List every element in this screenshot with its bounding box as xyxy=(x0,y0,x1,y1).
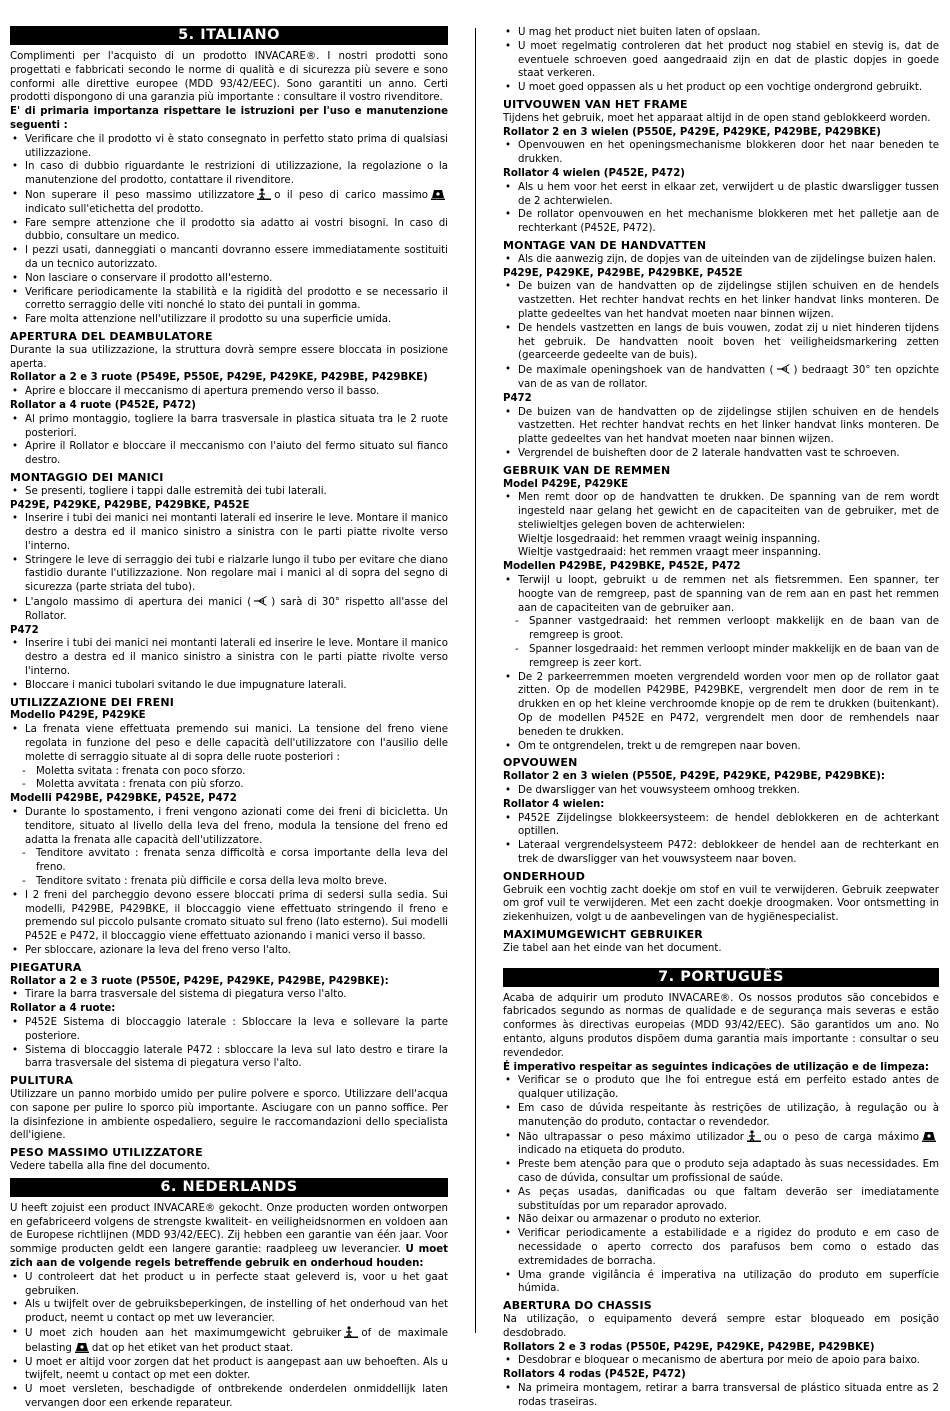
portugues-intro: Acaba de adquirir um produto INVACARE®. Os nossos produtos são concebidos e fabricados segundo as normas de qualidade e de segurança mais severas e estão conformes às directivas europeias (MDD 93/42/EEC). São garantidos um ano. No entanto, alguns produtos dispõem duma garantia mais importante : consultar o seu revendedor. xyxy=(503,992,939,1059)
list-item: • P452E Zijdelingse blokkeersysteem: de hendel deblokkeren en de achterkant optillen. xyxy=(503,812,939,840)
handle-angle-icon xyxy=(253,595,269,607)
list-item: • Verificar periodicamente a estabilidade e a rigidez do produto e em caso de necessidade o aperto correcto dos parafusos bem como o estado das extremidades de borracha. xyxy=(503,1227,939,1268)
list-item: • Openvouwen en het openingsmechanisme blokkeren door het naar beneden te drukken. xyxy=(503,139,939,167)
heading-opvouwen: OPVOUWEN xyxy=(503,756,578,770)
heading-remmen: GEBRUIK VAN DE REMMEN xyxy=(503,463,671,477)
paragraph: Gebruik een vochtig zacht doekje om stof en vuil te verwijderen. Gebruik zeepwater om grof vuil te verwijderen. Met een zacht doekje droogmaken. Voor ontsmetting in ziekenhuizen, volgt u de aanbevelingen van de hygiënespecialist. xyxy=(503,884,939,924)
subheading: Modello P429E, P429KE xyxy=(10,710,146,722)
subheading: Modellen P429BE, P429BKE, P452E, P472 xyxy=(503,561,741,573)
subheading: Rollator 2 en 3 wielen (P550E, P429E, P429KE, P429BE, P429BKE): xyxy=(503,771,885,783)
list-item: • Fare sempre attenzione che il prodotto sia adatto ai vostri bisogni. In caso di dubbio, consultare un medico. xyxy=(10,217,448,245)
italiano-rules-list xyxy=(10,133,448,327)
list-item: • U moet er altijd voor zorgen dat het product is aangepast aan uw behoeften. Als u twijfelt, neemt u contact op met een dokter. xyxy=(10,1356,448,1384)
list-item: - Spanner vastgedraaid: het remmen verloopt makkelijk en de baan van de remgreep is groot. xyxy=(503,615,939,643)
list-item: • Desdobrar e bloquear o mecanismo de abertura por meio de apoio para baixo. xyxy=(503,1354,939,1368)
subheading: Rollator a 2 e 3 ruote (P550E, P429E, P429KE, P429BE, P429BKE): xyxy=(10,975,389,987)
section-title-italiano: 5. ITALIANO xyxy=(10,26,448,45)
list-item: • Non superare il peso massimo utilizzatore o il peso di carico massimoindicato sull'etichetta del prodotto. xyxy=(10,188,448,217)
list-item: • U controleert dat het product u in perfecte staat geleverd is, voor u het gaat gebruiken. xyxy=(10,1271,448,1299)
subheading: P429E, P429KE, P429BE, P429BKE, P452E xyxy=(503,267,743,279)
list-item: • De hendels vastzetten en langs de buis vouwen, zodat zij u niet hinderen tijdens het gebruik. De handvatten nooit boven het veiligheidsmarkering zetten (gearceerde gedeelte van de buis). xyxy=(503,322,939,363)
left-column xyxy=(10,26,448,1411)
section-title-nederlands: 6. NEDERLANDS xyxy=(10,1178,448,1197)
nederlands-intro: U heeft zojuist een product INVACARE® gekocht. Onze producten worden ontworpen en gefabriceerd volgens de strengste kwaliteit- en veiligheidsnormen en voldoen aan de Europese richtlijnen (MDD 93/42/EEC). Zij hebben een garantie van één jaar. Voor sommige producten geldt een langere garantie: raadpleeg uw leverancier. U moet zich aan de volgende regels betreffende gebruik en onderhoud houden: xyxy=(10,1202,448,1269)
list-item: • Per sbloccare, azionare la leva del freno verso l'alto. xyxy=(10,944,448,958)
list-item: • U moet versleten, beschadigde of ontbrekende onderdelen onmiddellijk laten vervangen door een erkende reparateur. xyxy=(10,1383,448,1411)
handle-angle-icon xyxy=(776,363,792,375)
list-item: • Não deixar ou armazenar o produto no exterior. xyxy=(503,1213,939,1227)
column-divider xyxy=(475,28,476,1333)
list-item: • Men remt door op de handvatten te drukken. De spanning van de rem wordt ingesteld naar gelang het gewicht en de capaciteiten van de gebruiker, met de steliwieltjes gelegen boven de achterwielen: xyxy=(503,491,939,532)
load-weight-icon xyxy=(74,1341,90,1353)
paragraph: Utilizzare un panno morbido umido per pulire polvere e sporco. Utilizzare dell'acqua con sapone per pulire lo sporco più importante. Asciugare con un panno soffice. Per la disinfezione in ambiente ospedaliero, seguire le raccomandazioni dello specialista dell'igiene. xyxy=(10,1088,448,1142)
heading-piegatura: PIEGATURA xyxy=(10,960,82,974)
list-item: • De buizen van de handvatten op de zijdelingse stijlen schuiven en de hendels vastzetten. Het rechter handvat rechts en het linker handvat links monteren. De platte gedeeltes van het handvat moeten naar binnen wijzen. xyxy=(503,406,939,447)
user-weight-icon xyxy=(256,188,272,200)
subheading: P472 xyxy=(10,624,39,636)
list-item: • Tirare la barra trasversale del sistema di piegatura verso l'alto. xyxy=(10,988,448,1002)
subheading: P429E, P429KE, P429BE, P429BKE, P452E xyxy=(10,499,250,511)
subheading: Rollator a 4 ruote: xyxy=(10,1003,116,1015)
list-item: • Em caso de dúvida respeitante às restrições de utilização, à regulação ou à manutenção do produto, contactar o revendedor. xyxy=(503,1102,939,1130)
load-weight-icon xyxy=(430,188,446,200)
nederlands-rules-list xyxy=(10,1271,448,1411)
subheading: Modelli P429BE, P429BKE, P452E, P472 xyxy=(10,793,237,805)
heading-handvatten: MONTAGE VAN DE HANDVATTEN xyxy=(503,238,707,252)
nederlands-rules-continued xyxy=(503,26,939,95)
list-item: • Terwijl u loopt, gebruikt u de remmen net als fietsremmen. Een spanner, ter hoogte van de remgreep, past de spanning van de rem aan en past het remmen aan de capaciteiten van de gebruiker aan. xyxy=(503,574,939,615)
heading-pulitura: PULITURA xyxy=(10,1074,74,1088)
user-weight-icon xyxy=(746,1130,762,1142)
paragraph: Zie tabel aan het einde van het document. xyxy=(503,942,722,954)
paragraph: Wieltje losgedraaid: het remmen vraagt weinig inspanning. xyxy=(518,533,821,545)
italiano-rules-title: E' di primaria importanza rispettare le istruzioni per l'uso e manutenzione seguenti : xyxy=(10,106,448,131)
list-item: • As peças usadas, danificadas ou que faltam deverão ser imediatamente substituídas por um reparador aprovado. xyxy=(503,1186,939,1214)
list-item: • Durante lo spostamento, i freni vengono azionati come dei freni di bicicletta. Un tenditore, situato al livello della leva del freno, modula la tensione del freno ed adatta la frenata alle capacità dell'utilizzatore. xyxy=(10,806,448,847)
list-item: • Se presenti, togliere i tappi dalle estremità dei tubi laterali. xyxy=(10,485,448,499)
section-title-portugues: 7. PORTUGUÊS xyxy=(503,968,939,987)
portugues-rules-list xyxy=(503,1074,939,1296)
subheading: Rollator 4 wielen: xyxy=(503,798,605,810)
subheading: P472 xyxy=(503,392,532,404)
heading-peso: PESO MASSIMO UTILIZZATORE xyxy=(10,1146,203,1160)
list-item: • Não ultrapassar o peso máximo utilizador ou o peso de carga máximoindicado na etiqueta do produto. xyxy=(503,1130,939,1159)
heading-manici: MONTAGGIO DEI MANICI xyxy=(10,470,164,484)
list-item: • I pezzi usati, danneggiati o mancanti dovranno essere immediatamente sostituiti da un tecnico autorizzato. xyxy=(10,244,448,272)
list-item: • Al primo montaggio, togliere la barra trasversale in plastica situata tra le 2 ruote posteriori. xyxy=(10,413,448,441)
list-item: • U moet regelmatig controleren dat het product nog stabiel en stevig is, dat de eventuele schroeven goed aangedraaid zijn en dat de plastic dopjes in goede staat verkeren. xyxy=(503,40,939,81)
list-item: • In caso di dubbio riguardante le restrizioni di utilizzazione, la regolazione o la manutenzione del prodotto, contattare il rivenditore. xyxy=(10,160,448,188)
heading-maximumgewicht: MAXIMUMGEWICHT GEBRUIKER xyxy=(503,928,703,941)
list-item: • U moet goed oppassen als u het product op een vochtige ondergrond gebruikt. xyxy=(503,81,939,95)
list-item: • Na primeira montagem, retirar a barra transversal de plástico situada entre as 2 rodas traseiras. xyxy=(503,1382,939,1410)
load-weight-icon xyxy=(921,1130,937,1142)
list-item: • Lateraal vergrendelsysteem P472: deblokkeer de hendel aan de rechterkant en trek de dwarsligger van het vouwsysteem naar boven. xyxy=(503,839,939,867)
heading-onderhoud: ONDERHOUD xyxy=(503,869,586,883)
list-item: - Moletta avvitata : frenata con più sforzo. xyxy=(10,778,448,792)
list-item: • De dwarsligger van het vouwsysteem omhoog trekken. xyxy=(503,784,939,798)
right-column xyxy=(503,26,939,1410)
list-item: • Als u hem voor het eerst in elkaar zet, verwijdert u de plastic dwarsligger tussen de 2 achterwielen. xyxy=(503,181,939,209)
subheading: Rollators 2 e 3 rodas (P550E, P429E, P429KE, P429BE, P429BKE) xyxy=(503,1341,875,1353)
list-item: • U moet zich houden aan het maximumgewicht gebruiker of de maximale belasting dat op het etiket van het product staat. xyxy=(10,1326,448,1356)
list-item: • Als u twijfelt over de gebruiksbeperkingen, de instelling of het onderhoud van het product, neemt u contact op met uw leverancier. xyxy=(10,1298,448,1326)
list-item: • Bloccare i manici tubolari svitando le due impugnature laterali. xyxy=(10,679,448,693)
list-item: • P452E Sistema di bloccaggio laterale : Sbloccare la leva e sollevare la parte posteriore. xyxy=(10,1016,448,1044)
list-item: • De maximale openingshoek van de handvatten ( ) bedraagt 30° ten opzichte van de as van de rollator. xyxy=(503,363,939,392)
list-item: • Verificare periodicamente la stabilità e la rigidità del prodotto e se necessario il corretto serraggio delle viti nonché lo stato dei puntali in gomma. xyxy=(10,286,448,314)
heading-frame: UITVOUWEN VAN HET FRAME xyxy=(503,97,688,111)
list-item: • Stringere le leve di serraggio dei tubi e rialzarle lungo il tubo per evitare che diano fastidio durante l'utilizzazione. Non regolare mai i manici al di sopra del segno di sicurezza (parte striata del tubo). xyxy=(10,554,448,595)
list-item: • Non lasciare o conservare il prodotto all'esterno. xyxy=(10,272,448,286)
list-item: • La frenata viene effettuata premendo sui manici. La tensione del freno viene regolata in funzione del peso e delle capacità dell'utilizzatore con l'ausilio delle molette di serraggio situate al di sopra delle ruote posteriori : xyxy=(10,723,448,764)
paragraph: Tijdens het gebruik, moet het apparaat altijd in de open stand geblokkeerd worden. xyxy=(503,112,931,124)
list-item: - Spanner losgedraaid: het remmen verloopt minder makkelijk en de baan van de remgreep is zeer kort. xyxy=(503,643,939,671)
italiano-intro: Complimenti per l'acquisto di un prodotto INVACARE®. I nostri prodotti sono progettati e fabbricati secondo le norme di qualità e di sicurezza più severe e sono conformi alle direttive europee (MDD 93/42/EEC). Sono garantiti un anno. Certi prodotti dispongono di una garanzia più importante : consultare il vostro rivenditore. xyxy=(10,51,448,104)
list-item: - Tenditore svitato : frenata più difficile e corsa della leva molto breve. xyxy=(10,875,448,889)
portugues-rules-title: É imperativo respeitar as seguintes indicações de utilização e de limpeza: xyxy=(503,1061,929,1073)
paragraph: Durante la sua utilizzazione, la struttura dovrà sempre essere bloccata in posizione aperta. xyxy=(10,344,448,370)
list-item: - Tenditore avvitato : frenata senza difficoltà e corsa importante della leva del freno. xyxy=(10,847,448,875)
list-item: • Uma grande vigilância é imperativa na utilização do produto em superfície húmida. xyxy=(503,1269,939,1297)
list-item: • Als die aanwezig zijn, de dopjes van de uiteinden van de zijdelingse buizen halen. xyxy=(503,253,939,267)
list-item: • De rollator openvouwen en het mechanisme blokkeren met het palletje aan de rechterkant (P452E, P472). xyxy=(503,208,939,236)
subheading: Rollator a 2 e 3 ruote (P549E, P550E, P429E, P429KE, P429BE, P429BKE) xyxy=(10,372,428,384)
heading-freni: UTILIZZAZIONE DEI FRENI xyxy=(10,695,175,709)
list-item: • Sistema di bloccaggio laterale P472 : sbloccare la leva sul lato destro e tirare la barra trasversale del sistema di piegatura verso l'alto. xyxy=(10,1044,448,1072)
paragraph: Na utilização, o equipamento deverá sempre estar bloqueado em posição desdobrado. xyxy=(503,1313,939,1339)
subheading: Rollators 4 rodas (P452E, P472) xyxy=(503,1369,686,1381)
subheading: Rollator 2 en 3 wielen (P550E, P429E, P429KE, P429BE, P429BKE) xyxy=(503,126,881,138)
paragraph: Wieltje vastgedraaid: het remmen vraagt meer inspanning. xyxy=(518,547,822,559)
paragraph: Vedere tabella alla fine del documento. xyxy=(10,1160,211,1172)
list-item: • Om te ontgrendelen, trekt u de remgrepen naar boven. xyxy=(503,740,939,754)
list-item: • De buizen van de handvatten op de zijdelingse stijlen schuiven en de hendels vastzetten. Het rechter handvat rechts en het linker handvat links monteren. De platte gedeeltes van het handvat moeten naar binnen wijzen. xyxy=(503,280,939,321)
list-item: • Aprire il Rollator e bloccare il meccanismo con l'aiuto del fermo situato sul fianco destro. xyxy=(10,440,448,468)
user-weight-icon xyxy=(343,1326,359,1338)
list-item: • De 2 parkeerremmen moeten vergrendeld worden voor men op de rollator gaat zitten. Op de modellen P429BE, P429BKE, vergrendelt men door de rem in te drukken en op het kleine verchroomde knopje op de rem te drukken (buitenkant). Op de modellen P452E en P472, vergrendelt men door de remhendels naar beneden te drukken. xyxy=(503,671,939,740)
heading-chassis: ABERTURA DO CHASSIS xyxy=(503,1299,652,1313)
list-item: • Preste bem atenção para que o produto seja adaptado às suas necessidades. Em caso de dúvida, consultar um profissional de saúde. xyxy=(503,1158,939,1186)
list-item: • Aprire e bloccare il meccanismo di apertura premendo verso il basso. xyxy=(10,385,448,399)
subheading: Model P429E, P429KE xyxy=(503,478,629,490)
list-item: • I 2 freni del parcheggio devono essere bloccati prima di sedersi sulla sedia. Sui modelli, P429BE, P429BKE, il bloccaggio viene effettuato stringendo il freno e premendo sul piccolo pulsante cromato situato sul freno (lato esterno). Sui modelli P452E e P472, il bloccaggio viene effettuato azionando i manici verso il basso. xyxy=(10,889,448,944)
heading-apertura: APERTURA DEL DEAMBULATORE xyxy=(10,329,213,343)
subheading: Rollator 4 wielen (P452E, P472) xyxy=(503,167,685,179)
list-item: • Vergrendel de buisheften door de 2 laterale handvatten vast te schroeven. xyxy=(503,447,939,461)
list-item: • U mag het product niet buiten laten of opslaan. xyxy=(503,26,939,40)
list-item: • Inserire i tubi dei manici nei montanti laterali ed inserire le leve. Montare il manico destro a destra ed il manico sinistro a sinistra con le parti piatte rivolte verso l'interno. xyxy=(10,637,448,678)
list-item: • Fare molta attenzione nell'utilizzare il prodotto su una superficie umida. xyxy=(10,313,448,327)
list-item: • Inserire i tubi dei manici nei montanti laterali ed inserire le leve. Montare il manico destro a destra ed il manico sinistro a sinistra con le parti piatte rivolte verso l'interno. xyxy=(10,512,448,553)
list-item: • Verificare che il prodotto vi è stato consegnato in perfetto stato prima di qualsiasi utilizzazione. xyxy=(10,133,448,161)
list-item: • Verificar se o produto que lhe foi entregue está em perfeito estado antes de qualquer utilização. xyxy=(503,1074,939,1102)
list-item: • L'angolo massimo di apertura dei manici ( ) sarà di 30° rispetto all'asse del Rollator. xyxy=(10,595,448,624)
list-item: - Moletta svitata : frenata con poco sforzo. xyxy=(10,765,448,779)
subheading: Rollator a 4 ruote (P452E, P472) xyxy=(10,399,196,411)
